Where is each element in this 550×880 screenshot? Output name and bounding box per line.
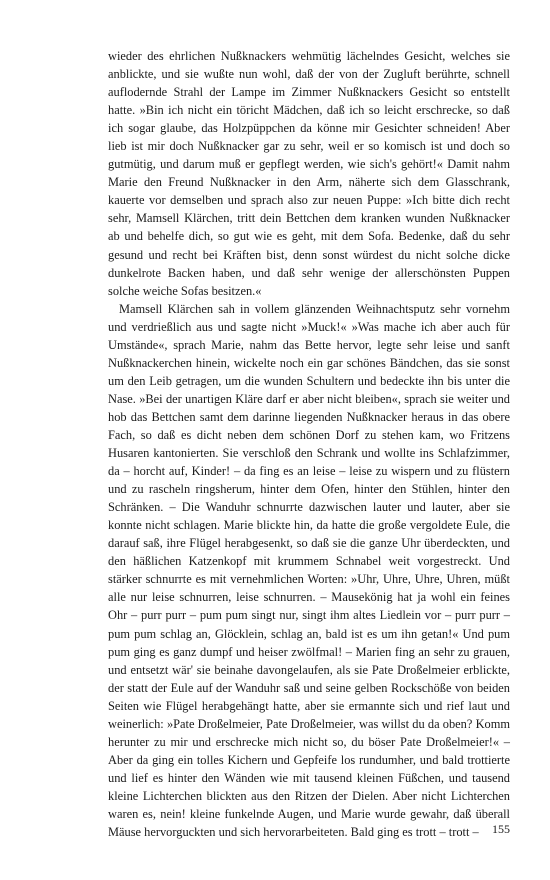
page-number: 155 — [492, 822, 510, 836]
paragraph-1: wieder des ehrlichen Nußknackers wehmütig lächelndes Gesicht, welches sie anblickte, und sie wußte nun wohl, daß der von der Zugluft berührte, schnell auflodernde Strahl der Lampe im Zimmer Nußknackers Gesicht so entstellt hatte. »Bin ich nicht ein töricht Mädchen, daß ich so leicht erschrecke, so daß ich sogar glaube, das Holzpüppchen da könne mir Gesichter schneiden! Aber lieb ist mir doch Nußknacker gar zu sehr, weil er so komisch ist und doch so gutmütig, und darum muß er gepflegt werden, wie sich's gehört!« Damit nahm Marie den Freund Nußknacker in den Arm, näherte sich dem Glasschrank, kauerte vor demselben und sprach also zur neuen Puppe: »Ich bitte dich recht sehr, Mamsell Klärchen, tritt dein Bettchen dem kranken wunden Nußknacker ab und behelfe dich, so gut wie es geht, mit dem Sofa. Bedenke, daß du sehr gesund und recht bei Kräften bist, denn sonst würdest du nicht solche dicke dunkelrote Backen haben, und daß sehr wenige der allerschönsten Puppen solche weiche Sofas besitzen.« — [108, 49, 510, 298]
body-text — [108, 47, 510, 841]
paragraph-2: Mamsell Klärchen sah in vollem glänzenden Weihnachtsputz sehr vornehm und verdrießlich aus und sagte nicht »Muck!« »Was mache ich aber auch für Umstände«, sprach Marie, nahm das Bette hervor, legte sehr leise und sanft Nußknackerchen hinein, wickelte noch ein gar schönes Bändchen, das sie sonst um den Leib getragen, um die wunden Schultern und bedeckte ihn bis unter die Nase. »Bei der unartigen Kläre darf er aber nicht bleiben«, sprach sie weiter und hob das Bettchen samt dem darinne liegenden Nußknacker heraus in das obere Fach, so daß es dicht neben dem schönen Dorf zu stehen kam, wo Fritzens Husaren kantonierten. Sie verschloß den Schrank und wollte ins Schlafzimmer, da – horcht auf, Kinder! – da fing es an leise – leise zu wispern und zu flüstern und zu rascheln ringsherum, hinter dem Ofen, hinter den Stühlen, hinter den Schränken. – Die Wanduhr schnurrte dazwischen lauter und lauter, aber sie konnte nicht schlagen. Marie blickte hin, da hatte die große vergoldete Eule, die darauf saß, ihre Flügel herabgesenkt, so daß sie die ganze Uhr überdeckten, und den häßlichen Katzenkopf mit krummem Schnabel weit vorgestreckt. Und stärker schnurrte es mit vernehmlichen Worten: »Uhr, Uhre, Uhre, Uhren, müßt alle nur leise schnurren, leise schnurren. – Mausekönig hat ja wohl ein feines Ohr – purr purr – pum pum singt nur, singt ihm altes Liedlein vor – purr purr – pum pum schlag an, Glöcklein, schlag an, bald ist es um ihn getan!« Und pum pum ging es ganz dumpf und heiser zwölfmal! – Marien fing an sehr zu grauen, und entsetzt wär' sie beinahe davongelaufen, als sie Pate Droßelmeier erblickte, der statt der Eule auf der Wanduhr saß und seine gelben Rockschöße von beiden Seiten wie Flügel herabgehängt hatte, aber sie ermannte sich und rief laut und weinerlich: »Pate Droßelmeier, Pate Droßelmeier, was willst du da oben? Komm herunter zu mir und erschrecke mich nicht so, du böser Pate Droßelmeier!« – Aber da ging ein tolles Kichern und Gepfeife los rundumher, und bald trottierte und lief es hinter den Wänden wie mit tausend kleinen Füßchen, und tausend kleine Lichterchen blickten aus den Ritzen der Dielen. Aber nicht Lichterchen waren es, nein! kleine funkelnde Augen, und Marie wurde gewahr, daß überall Mäuse hervorguckten und sich hervorarbeiteten. Bald ging es trott – trott – — [108, 301, 510, 840]
